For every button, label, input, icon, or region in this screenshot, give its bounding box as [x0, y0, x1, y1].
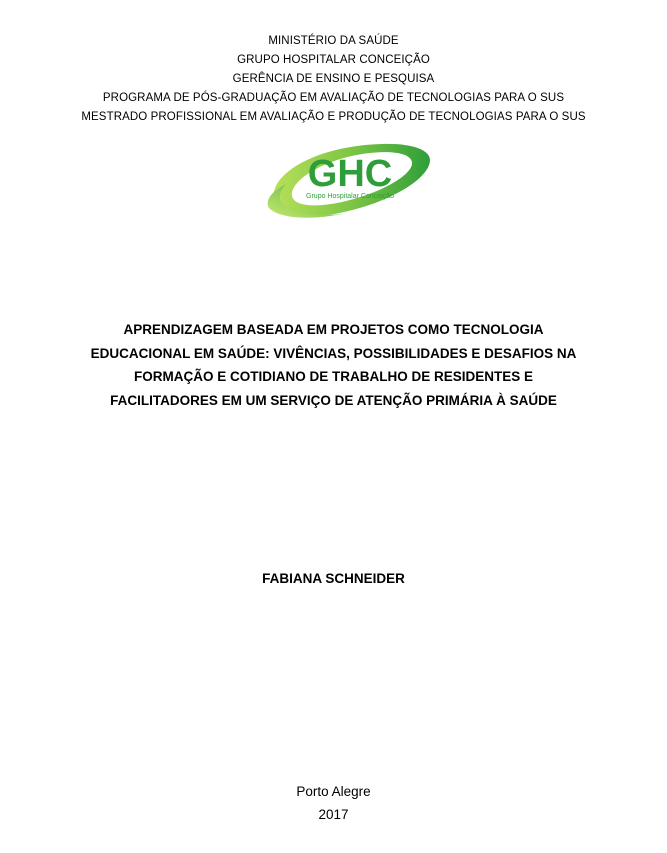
title-line: FORMAÇÃO E COTIDIANO DE TRABALHO DE RESIDENTES E	[133, 369, 533, 384]
header-line-program: PROGRAMA DE PÓS-GRADUAÇÃO EM AVALIAÇÃO DE TECNOLOGIAS PARA O SUS	[102, 92, 565, 104]
title-line: APRENDIZAGEM BASEADA EM PROJETOS COMO TECNOLOGIA	[123, 322, 544, 337]
city: Porto Alegre	[296, 784, 371, 799]
year: 2017	[318, 807, 349, 822]
logo-subtitle: Grupo Hospitalar Conceição	[306, 193, 394, 200]
header-line-management: GERÊNCIA DE ENSINO E PESQUISA	[232, 73, 435, 85]
institution-header	[0, 32, 667, 127]
logo-acronym: GHC	[307, 153, 393, 195]
ghc-logo-graphic	[262, 136, 432, 222]
header-line-ministry: MINISTÉRIO DA SAÚDE	[268, 35, 399, 47]
author-name: FABIANA SCHNEIDER	[262, 571, 405, 586]
header-line-group: GRUPO HOSPITALAR CONCEIÇÃO	[237, 54, 430, 66]
title-line: FACILITADORES EM UM SERVIÇO DE ATENÇÃO PRIMÁRIA À SAÚDE	[110, 392, 557, 408]
thesis-title	[0, 318, 667, 412]
title-line: EDUCACIONAL EM SAÚDE: VIVÊNCIAS, POSSIBILIDADES E DESAFIOS NA	[90, 345, 577, 361]
place-and-date	[0, 780, 667, 826]
header-line-masters: MESTRADO PROFISSIONAL EM AVALIAÇÃO E PRODUÇÃO DE TECNOLOGIAS PARA O SUS	[81, 111, 586, 123]
ghc-logo	[262, 136, 432, 222]
